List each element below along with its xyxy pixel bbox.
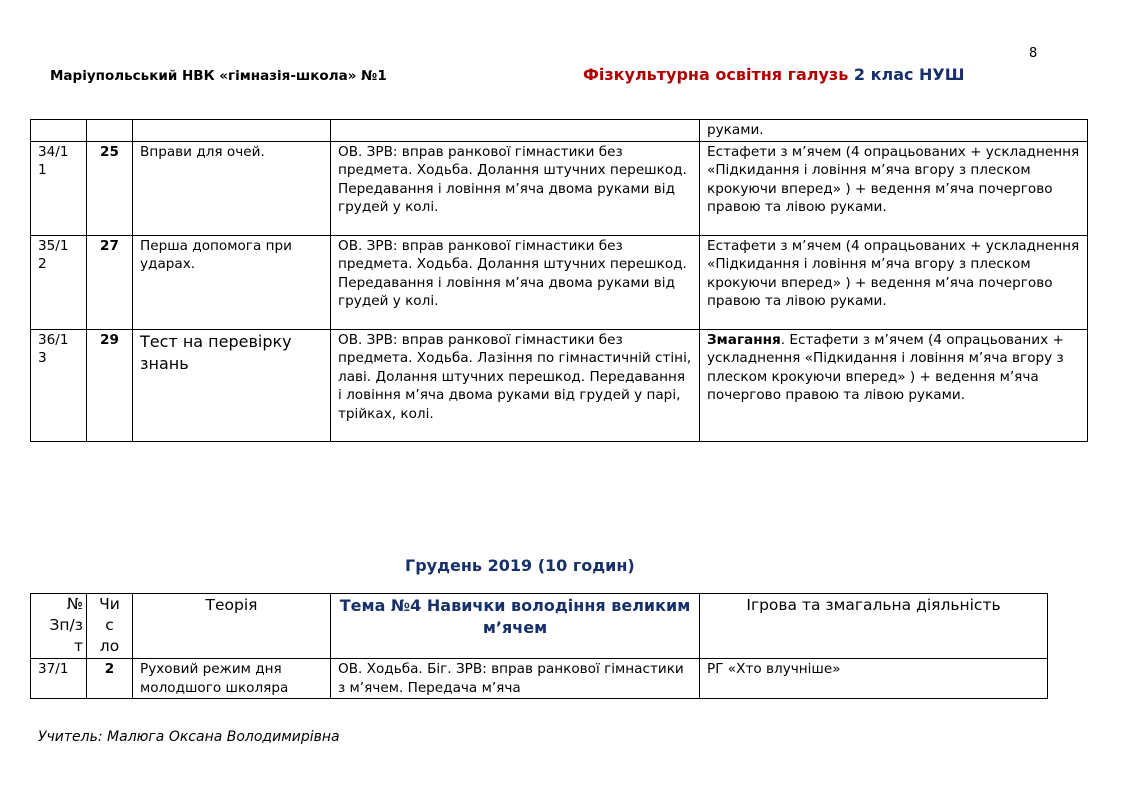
exercises-cell [331,120,700,142]
game-activity-text: . Естафети з м’ячем (4 опрацьованих + ускладнення «Підкидання і ловіння м’яча вгору з плеском крокуючи вперед» ) + ведення м’яча почергово правою та лівою руками. [707,331,1064,403]
table-row [31,141,1088,235]
lesson-number-cell: 37/1 [31,659,87,699]
lesson-number-cell [31,120,87,142]
exercises-cell: ОВ. ЗРВ: вправ ранкової гімнастики без предмета. Ходьба. Долання штучних перешкод. Передавання і ловіння м’яча двома руками від грудей у колі. [331,141,700,235]
page-number: 8 [1029,46,1038,61]
theory-cell: Вправи для очей. [133,141,331,235]
subject-header [583,65,965,84]
hours-cell: 25 [87,141,133,235]
subject-title: Фізкультурна освітня галузь [583,65,849,84]
exercises-cell: ОВ. ЗРВ: вправ ранкової гімнастики без предмета. Ходьба. Лазіння по гімнастичній стіні, лаві. Долання штучних перешкод. Передавання і ловіння м’яча двома руками від грудей у парі, трійках, колі. [331,329,700,441]
game-activity-cell [700,329,1088,441]
school-name: Маріупольський НВК «гімназія-школа» №1 [50,68,387,84]
game-activity-cell: Естафети з м’ячем (4 опрацьованих + ускладнення «Підкидання і ловіння м’яча вгору з плеском крокуючи вперед» ) + ведення м’яча почергово правою та лівою руками. [700,141,1088,235]
lesson-number-cell: 34/1 1 [31,141,87,235]
lesson-number-cell: 35/1 2 [31,235,87,329]
theme-title: Тема №4 Навички володіння великим м’ячем [339,596,691,637]
lesson-plan-table-december [30,593,1048,699]
grade-title: 2 клас НУШ [853,65,965,84]
theory-cell: Тест на перевірку знань [133,329,331,441]
game-activity-cell: Естафети з м’ячем (4 опрацьованих + ускладнення «Підкидання і ловіння м’яча вгору з плеском крокуючи вперед» ) + ведення м’яча почергово правою та лівою руками. [700,235,1088,329]
theory-cell: Руховий режим дня молодшого школяра [133,659,331,699]
month-title: Грудень 2019 (10 годин) [405,556,635,575]
header-theory: Теорія [133,594,331,659]
theory-cell [133,120,331,142]
table-header-row [31,594,1048,659]
game-activity-cell: РГ «Хто влучніше» [700,659,1048,699]
game-activity-cell: руками. [700,120,1088,142]
competition-label: Змагання [707,331,781,348]
teacher-name: Учитель: Малюга Оксана Володимирівна [38,729,340,745]
exercises-cell: ОВ. Ходьба. Біг. ЗРВ: вправ ранкової гімнастики з м’ячем. Передача м’яча [331,659,700,699]
header-hours: Чи с ло [87,594,133,659]
hours-cell [87,120,133,142]
header-lesson-number: № Зп/з т [31,594,87,659]
header-game-activity: Ігрова та змагальна діяльність [700,594,1048,659]
table-row [31,329,1088,441]
hours-cell: 29 [87,329,133,441]
table-row [31,120,1088,142]
lesson-number-cell: 36/1 3 [31,329,87,441]
header-theme [331,594,700,659]
theory-cell: Перша допомога при ударах. [133,235,331,329]
exercises-cell: ОВ. ЗРВ: вправ ранкової гімнастики без предмета. Ходьба. Долання штучних перешкод. Передавання і ловіння м’яча двома руками від грудей у колі. [331,235,700,329]
table-row [31,235,1088,329]
lesson-plan-table-november [30,119,1088,442]
table-row [31,659,1048,699]
hours-cell: 27 [87,235,133,329]
hours-cell: 2 [87,659,133,699]
